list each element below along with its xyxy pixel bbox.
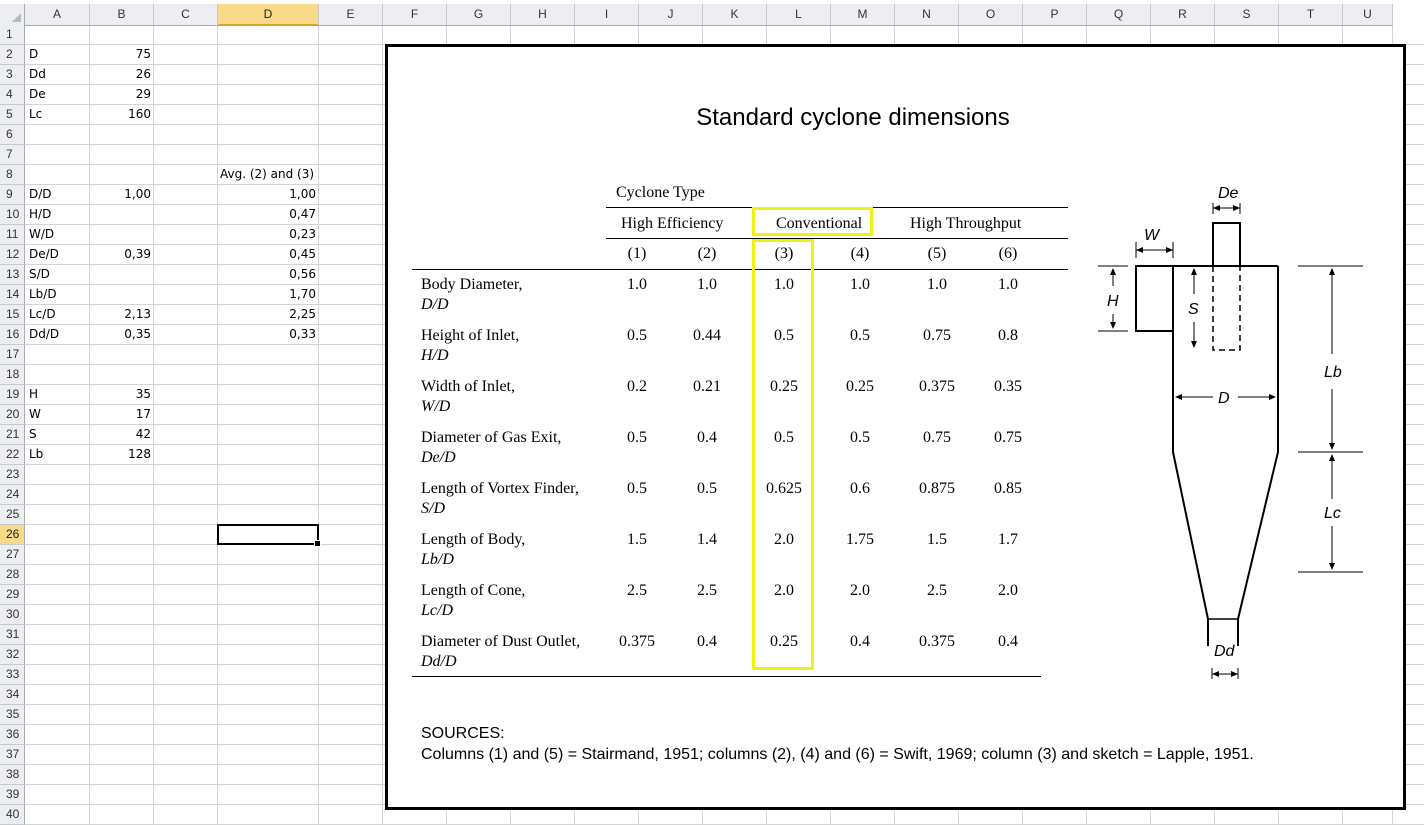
cell-d10[interactable]: 0,47 <box>289 207 316 221</box>
column-header-u[interactable]: U <box>1343 4 1393 26</box>
highlight-conventional <box>752 207 873 236</box>
column-header-h[interactable]: H <box>511 4 575 26</box>
group-high-throughput: High Throughput <box>910 215 1022 232</box>
cyclone-type-label: Cyclone Type <box>616 184 705 201</box>
row-ratio: W/D <box>421 398 451 415</box>
table-value-col-6: 0.4 <box>998 633 1018 650</box>
col-number-3: (3) <box>774 245 794 262</box>
column-header-b[interactable]: B <box>90 4 154 26</box>
column-header-l[interactable]: L <box>767 4 831 26</box>
table-value-col-2: 0.4 <box>697 429 717 446</box>
row-header-31[interactable]: 31 <box>0 625 25 645</box>
table-value-col-6: 0.35 <box>994 378 1022 395</box>
table-value-col-3: 0.625 <box>766 480 802 497</box>
row-header-28[interactable]: 28 <box>0 565 25 585</box>
sketch-label-d: D <box>1218 390 1230 407</box>
row-header-25[interactable]: 25 <box>0 505 25 525</box>
cell-b16[interactable]: 0,35 <box>124 327 151 341</box>
table-value-col-3: 0.5 <box>774 327 794 344</box>
table-value-col-1: 2.5 <box>627 582 647 599</box>
table-value-col-1: 0.5 <box>627 429 647 446</box>
sketch-label-s: S <box>1188 301 1199 318</box>
column-header-q[interactable]: Q <box>1087 4 1151 26</box>
column-header-r[interactable]: R <box>1151 4 1215 26</box>
row-label: Body Diameter, <box>421 276 523 293</box>
picture-title: Standard cyclone dimensions <box>696 104 1010 131</box>
table-value-col-5: 0.875 <box>919 480 955 497</box>
table-value-col-1: 1.0 <box>627 276 647 293</box>
column-header-t[interactable]: T <box>1279 4 1343 26</box>
row-header-8[interactable]: 8 <box>0 165 25 185</box>
cell-a4[interactable]: De <box>29 87 46 101</box>
cell-a16[interactable]: Dd/D <box>29 327 60 341</box>
row-header-1[interactable]: 1 <box>0 25 25 45</box>
row-header-2[interactable]: 2 <box>0 45 25 65</box>
column-header-m[interactable]: M <box>831 4 895 26</box>
table-value-col-6: 0.75 <box>994 429 1022 446</box>
table-value-col-1: 0.5 <box>627 327 647 344</box>
row-header-20[interactable]: 20 <box>0 405 25 425</box>
table-value-col-3: 2.0 <box>774 582 794 599</box>
row-label: Diameter of Dust Outlet, <box>421 633 581 650</box>
cell-a13[interactable]: S/D <box>29 267 50 281</box>
cell-d9[interactable]: 1,00 <box>289 187 316 201</box>
column-header-e[interactable]: E <box>319 4 383 26</box>
row-ratio: Dd/D <box>421 653 457 670</box>
row-ratio: De/D <box>421 449 456 466</box>
table-value-col-5: 0.375 <box>919 633 955 650</box>
row-header-6[interactable]: 6 <box>0 125 25 145</box>
col-number-5: (5) <box>927 245 947 262</box>
table-value-col-4: 0.25 <box>846 378 874 395</box>
row-ratio: S/D <box>421 500 445 517</box>
cell-b4[interactable]: 29 <box>135 87 151 101</box>
table-value-col-4: 0.6 <box>850 480 870 497</box>
cell-a5[interactable]: Lc <box>29 107 43 121</box>
table-value-col-2: 1.0 <box>697 276 717 293</box>
table-value-col-4: 1.75 <box>846 531 874 548</box>
row-header-7[interactable]: 7 <box>0 145 25 165</box>
cell-a9[interactable]: D/D <box>29 187 52 201</box>
row-header-24[interactable]: 24 <box>0 485 25 505</box>
row-header-4[interactable]: 4 <box>0 85 25 105</box>
column-header-s[interactable]: S <box>1215 4 1279 26</box>
row-header-40[interactable]: 40 <box>0 805 25 825</box>
sketch-label-de: De <box>1218 185 1239 202</box>
row-header-18[interactable]: 18 <box>0 365 25 385</box>
highlight-column-3 <box>752 239 814 670</box>
table-value-col-3: 0.25 <box>770 633 798 650</box>
sketch-label-lc: Lc <box>1324 505 1341 522</box>
cell-a15[interactable]: Lc/D <box>29 307 56 321</box>
cell-d16[interactable]: 0,33 <box>289 327 316 341</box>
cell-b2[interactable]: 75 <box>135 47 151 61</box>
cell-b9[interactable]: 1,00 <box>124 187 151 201</box>
col-number-1: (1) <box>627 245 647 262</box>
cell-d13[interactable]: 0,56 <box>289 267 316 281</box>
table-value-col-4: 0.5 <box>850 327 870 344</box>
column-header-i[interactable]: I <box>575 4 639 26</box>
select-all-corner[interactable] <box>0 4 25 26</box>
cell-b5[interactable]: 160 <box>128 107 151 121</box>
active-cell-d26[interactable] <box>217 524 319 545</box>
row-header-19[interactable]: 19 <box>0 385 25 405</box>
row-ratio: D/D <box>421 296 449 313</box>
cell-d15[interactable]: 2,25 <box>289 307 316 321</box>
col-number-6: (6) <box>998 245 1018 262</box>
table-value-col-1: 0.5 <box>627 480 647 497</box>
row-label: Length of Cone, <box>421 582 526 599</box>
sources-text: Columns (1) and (5) = Stairmand, 1951; columns (2), (4) and (6) = Swift, 1969; column (3) and sketch = Lapple, 1951. <box>421 746 1254 763</box>
row-label: Length of Vortex Finder, <box>421 480 579 497</box>
sketch-label-w: W <box>1144 227 1160 244</box>
row-header-39[interactable]: 39 <box>0 785 25 805</box>
row-header-33[interactable]: 33 <box>0 665 25 685</box>
row-label: Length of Body, <box>421 531 526 548</box>
rule-groups <box>606 238 1068 239</box>
cell-a12[interactable]: De/D <box>29 247 59 261</box>
row-header-37[interactable]: 37 <box>0 745 25 765</box>
row-header-12[interactable]: 12 <box>0 245 25 265</box>
row-header-16[interactable]: 16 <box>0 325 25 345</box>
table-value-col-6: 0.8 <box>998 327 1018 344</box>
table-value-col-2: 0.44 <box>693 327 721 344</box>
table-value-col-3: 1.0 <box>774 276 794 293</box>
table-value-col-6: 1.7 <box>998 531 1018 548</box>
row-header-29[interactable]: 29 <box>0 585 25 605</box>
row-header-26[interactable]: 26 <box>0 525 25 545</box>
rule-header <box>412 269 1068 270</box>
cell-a19[interactable]: H <box>29 387 39 401</box>
cell-a22[interactable]: Lb <box>29 447 44 461</box>
row-header-34[interactable]: 34 <box>0 685 25 705</box>
table-value-col-5: 1.5 <box>927 531 947 548</box>
row-header-22[interactable]: 22 <box>0 445 25 465</box>
table-value-col-2: 1.4 <box>697 531 717 548</box>
cell-b15[interactable]: 2,13 <box>124 307 151 321</box>
row-header-35[interactable]: 35 <box>0 705 25 725</box>
row-header-38[interactable]: 38 <box>0 765 25 785</box>
table-value-col-1: 0.2 <box>627 378 647 395</box>
table-value-col-3: 2.0 <box>774 531 794 548</box>
table-value-col-5: 1.0 <box>927 276 947 293</box>
row-ratio: Lc/D <box>421 602 453 619</box>
cyclone-sketch <box>1088 174 1378 694</box>
cell-a10[interactable]: H/D <box>29 207 52 221</box>
column-header-g[interactable]: G <box>447 4 511 26</box>
row-ratio: H/D <box>421 347 449 364</box>
sketch-label-h: H <box>1107 293 1119 310</box>
column-header-o[interactable]: O <box>959 4 1023 26</box>
column-header-n[interactable]: N <box>895 4 959 26</box>
table-value-col-5: 0.75 <box>923 327 951 344</box>
row-label: Diameter of Gas Exit, <box>421 429 562 446</box>
rule-bottom <box>412 676 1041 677</box>
column-header-k[interactable]: K <box>703 4 767 26</box>
row-header-10[interactable]: 10 <box>0 205 25 225</box>
row-header-11[interactable]: 11 <box>0 225 25 245</box>
row-header-21[interactable]: 21 <box>0 425 25 445</box>
row-label: Width of Inlet, <box>421 378 515 395</box>
row-header-17[interactable]: 17 <box>0 345 25 365</box>
col-number-2: (2) <box>697 245 717 262</box>
column-header-j[interactable]: J <box>639 4 703 26</box>
row-header-27[interactable]: 27 <box>0 545 25 565</box>
cell-a20[interactable]: W <box>29 407 41 421</box>
group-high-efficiency: High Efficiency <box>621 215 724 232</box>
cell-b22[interactable]: 128 <box>128 447 151 461</box>
row-header-9[interactable]: 9 <box>0 185 25 205</box>
column-header-d[interactable]: D <box>218 4 319 26</box>
cell-a3[interactable]: Dd <box>29 67 46 81</box>
cell-a11[interactable]: W/D <box>29 227 55 241</box>
table-value-col-4: 0.5 <box>850 429 870 446</box>
embedded-picture[interactable] <box>385 44 1406 810</box>
cell-d11[interactable]: 0,23 <box>289 227 316 241</box>
column-header-f[interactable]: F <box>383 4 447 26</box>
table-value-col-2: 0.21 <box>693 378 721 395</box>
column-header-c[interactable]: C <box>154 4 218 26</box>
cell-b20[interactable]: 17 <box>135 407 151 421</box>
sketch-label-lb: Lb <box>1324 364 1342 381</box>
row-header-32[interactable]: 32 <box>0 645 25 665</box>
table-value-col-4: 0.4 <box>850 633 870 650</box>
row-header-30[interactable]: 30 <box>0 605 25 625</box>
table-value-col-5: 0.375 <box>919 378 955 395</box>
cell-b3[interactable]: 26 <box>135 67 151 81</box>
cell-a2[interactable]: D <box>29 47 39 61</box>
cell-a21[interactable]: S <box>29 427 37 441</box>
table-value-col-1: 1.5 <box>627 531 647 548</box>
sources-heading: SOURCES: <box>421 725 505 742</box>
table-value-col-2: 2.5 <box>697 582 717 599</box>
group-conventional: Conventional <box>776 215 863 232</box>
cell-a14[interactable]: Lb/D <box>29 287 57 301</box>
col-number-4: (4) <box>850 245 870 262</box>
cell-d14[interactable]: 1,70 <box>289 287 316 301</box>
cell-d12[interactable]: 0,45 <box>289 247 316 261</box>
row-label: Height of Inlet, <box>421 327 520 344</box>
row-header-5[interactable]: 5 <box>0 105 25 125</box>
table-value-col-4: 2.0 <box>850 582 870 599</box>
table-value-col-1: 0.375 <box>619 633 655 650</box>
cell-b21[interactable]: 42 <box>135 427 151 441</box>
table-value-col-6: 0.85 <box>994 480 1022 497</box>
cell-d8[interactable]: Avg. (2) and (3) <box>220 167 315 181</box>
table-value-col-5: 2.5 <box>927 582 947 599</box>
row-header-3[interactable]: 3 <box>0 65 25 85</box>
row-header-14[interactable]: 14 <box>0 285 25 305</box>
table-value-col-2: 0.4 <box>697 633 717 650</box>
row-header-36[interactable]: 36 <box>0 725 25 745</box>
table-value-col-3: 0.25 <box>770 378 798 395</box>
cell-b19[interactable]: 35 <box>135 387 151 401</box>
table-value-col-6: 1.0 <box>998 276 1018 293</box>
table-value-col-5: 0.75 <box>923 429 951 446</box>
column-header-a[interactable]: A <box>25 4 90 26</box>
table-value-col-4: 1.0 <box>850 276 870 293</box>
table-value-col-3: 0.5 <box>774 429 794 446</box>
row-header-23[interactable]: 23 <box>0 465 25 485</box>
row-header-13[interactable]: 13 <box>0 265 25 285</box>
row-header-15[interactable]: 15 <box>0 305 25 325</box>
sketch-label-dd: Dd <box>1214 643 1235 660</box>
table-value-col-6: 2.0 <box>998 582 1018 599</box>
column-header-p[interactable]: P <box>1023 4 1087 26</box>
row-ratio: Lb/D <box>421 551 454 568</box>
cell-b12[interactable]: 0,39 <box>124 247 151 261</box>
table-value-col-2: 0.5 <box>697 480 717 497</box>
